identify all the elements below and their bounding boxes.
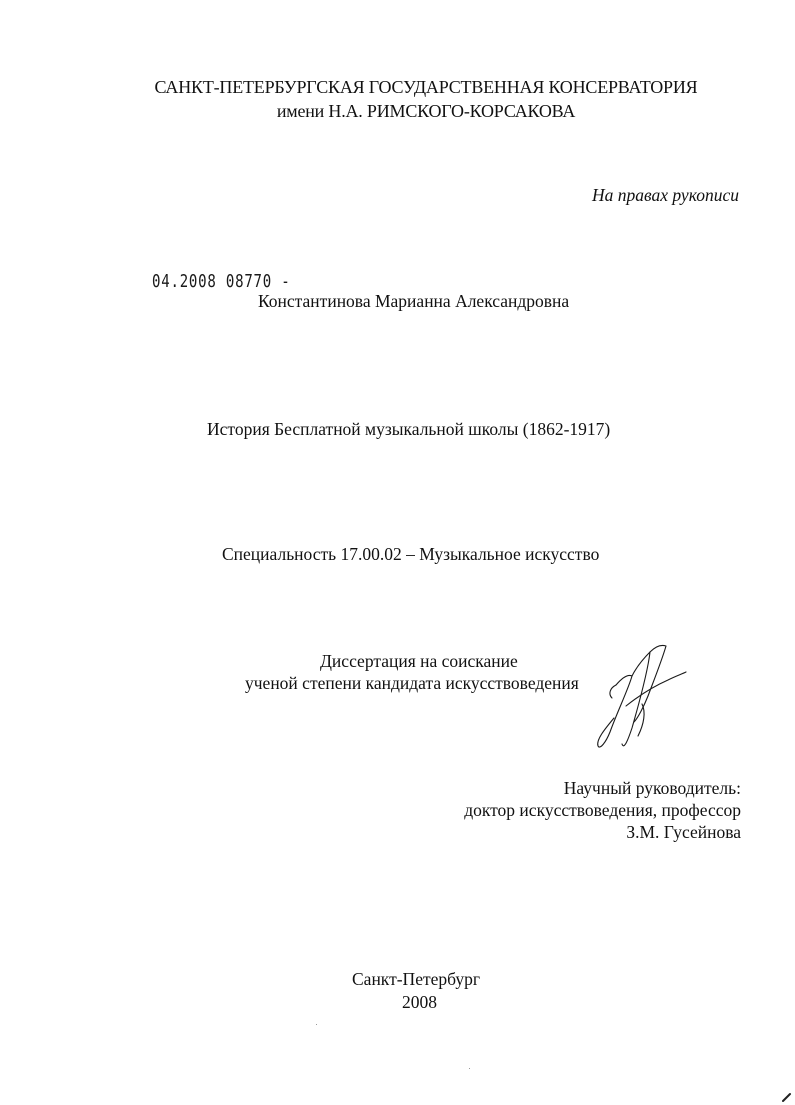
- advisor-label: Научный руководитель:: [563, 778, 741, 798]
- dissertation-title: История Бесплатной музыкальной школы (1862-1917): [207, 419, 611, 439]
- institution-name-line2: имени Н.А. РИМСКОГО-КОРСАКОВА: [276, 101, 576, 121]
- handwritten-signature: [588, 640, 698, 760]
- author-name: Константинова Марианна Александровна: [258, 291, 570, 311]
- dissertation-type-line2: ученой степени кандидата искусствоведения: [245, 673, 579, 693]
- registration-stamp-number: 04.2008 08770 -: [152, 271, 291, 292]
- city: Санкт-Петербург: [352, 969, 481, 989]
- dissertation-type-line1: Диссертация на соискание: [320, 651, 518, 671]
- advisor-degree: доктор искусствоведения, профессор: [464, 800, 741, 820]
- manuscript-note: На правах рукописи: [592, 185, 739, 205]
- institution-name-line1: САНКТ-ПЕТЕРБУРГСКАЯ ГОСУДАРСТВЕННАЯ КОНСЕРВАТОРИЯ: [154, 77, 698, 97]
- scan-speck: [316, 1024, 317, 1025]
- scan-speck: [469, 1068, 470, 1069]
- specialty-line: Специальность 17.00.02 – Музыкальное искусство: [222, 544, 600, 564]
- scan-corner-mark: [782, 1092, 792, 1102]
- advisor-name: З.М. Гусейнова: [626, 822, 741, 842]
- year: 2008: [402, 992, 437, 1012]
